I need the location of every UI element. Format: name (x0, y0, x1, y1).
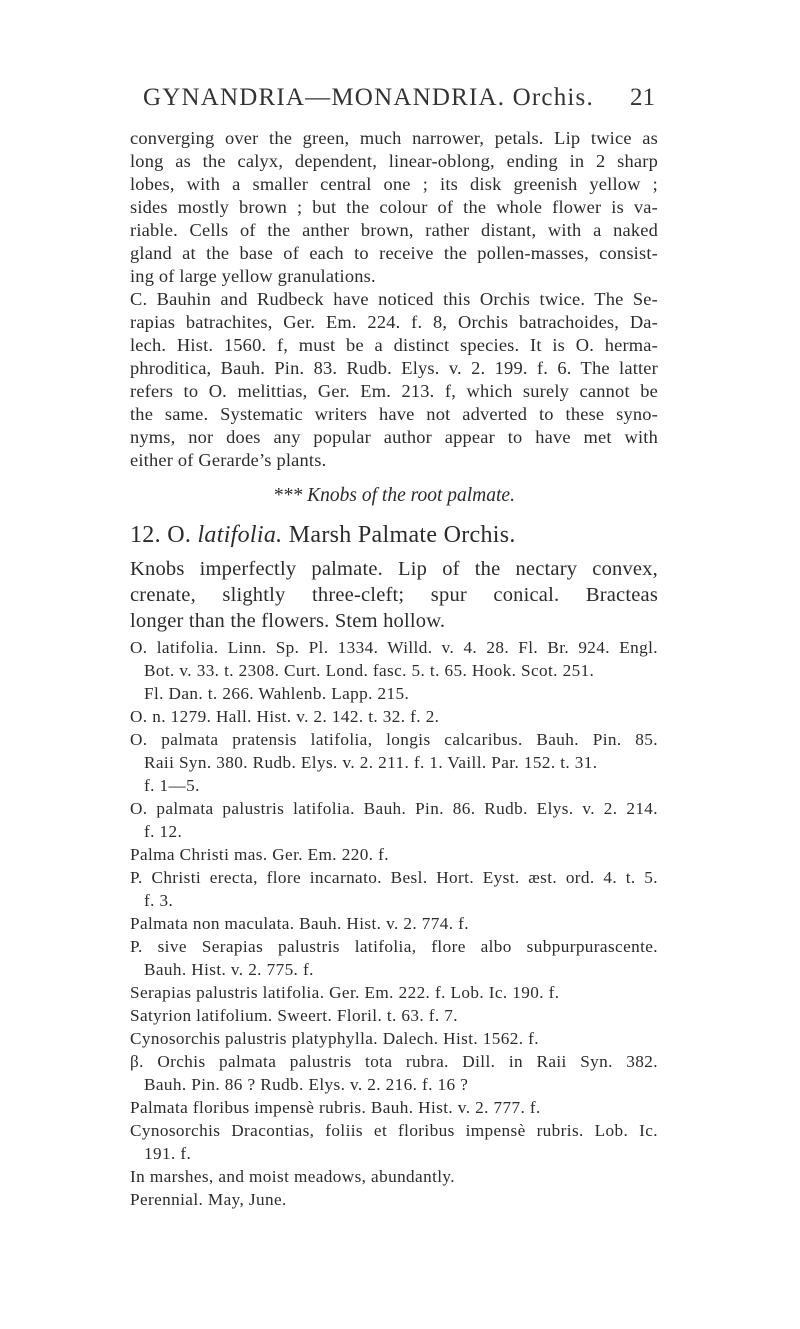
text-line: converging over the green, much narrower, petals. Lip twice as (130, 128, 658, 148)
synonym-line: O. latifolia. Linn. Sp. Pl. 1334. Willd. v. 4. 28. Fl. Br. 924. Engl. (130, 638, 658, 657)
text-line: either of Gerarde’s plants. (130, 450, 327, 470)
text-line: ing of large yellow granulations. (130, 266, 376, 286)
synonym-line: In marshes, and moist meadows, abundantly. (130, 1167, 455, 1186)
running-head (143, 84, 655, 112)
synonym-line: f. 3. (144, 891, 174, 910)
synonym-line: f. 12. (144, 822, 183, 841)
species-common-name: Marsh Palmate Orchis. (288, 522, 516, 548)
text-line: long as the calyx, dependent, linear-oblong, ending in 2 sharp (130, 151, 658, 171)
synonym-line: Cynosorchis palustris platyphylla. Dalech. Hist. 1562. f. (130, 1029, 539, 1048)
synonym-line: Palma Christi mas. Ger. Em. 220. f. (130, 845, 389, 864)
species-title (130, 518, 658, 552)
synonym-line: Raii Syn. 380. Rudb. Elys. v. 2. 211. f. 1. Vaill. Par. 152. t. 31. (144, 753, 598, 772)
synonym-line: Cynosorchis Dracontias, foliis et floribus impensè rubris. Lob. Ic. (130, 1121, 658, 1140)
synonym-line: Fl. Dan. t. 266. Wahlenb. Lapp. 215. (144, 684, 410, 703)
text-block (130, 127, 658, 1211)
synonym-line: Bauh. Hist. v. 2. 775. f. (144, 960, 314, 979)
species-diagnosis (130, 556, 658, 634)
synonym-line: O. n. 1279. Hall. Hist. v. 2. 142. t. 32. f. 2. (130, 707, 440, 726)
synonym-line: Perennial. May, June. (130, 1190, 287, 1209)
text-line: riable. Cells of the anther brown, rather distant, with a naked (130, 220, 658, 240)
text-line: refers to O. melittias, Ger. Em. 213. f, which surely cannot be (130, 381, 658, 401)
text-line: sides mostly brown ; but the colour of the whole flower is va- (130, 197, 658, 217)
synonym-line: Serapias palustris latifolia. Ger. Em. 222. f. Lob. Ic. 190. f. (130, 983, 560, 1002)
diagnosis-line: Knobs imperfectly palmate. Lip of the nectary convex, (130, 558, 658, 580)
synonym-line: P. sive Serapias palustris latifolia, flore albo subpurpurascente. (130, 937, 658, 956)
text-line: phroditica, Bauh. Pin. 83. Rudb. Elys. v. 2. 199. f. 6. The latter (130, 358, 658, 378)
species-name: latifolia. (197, 522, 283, 548)
synonym-line: O. palmata palustris latifolia. Bauh. Pin. 86. Rudb. Elys. v. 2. 214. (130, 799, 658, 818)
description-paragraphs (130, 127, 658, 472)
synonym-line: Palmata floribus impensè rubris. Bauh. Hist. v. 2. 777. f. (130, 1098, 541, 1117)
synonym-line: β. Orchis palmata palustris tota rubra. Dill. in Raii Syn. 382. (130, 1052, 658, 1071)
section-heading: *** Knobs of the root palmate. (273, 485, 515, 506)
text-line: nyms, nor does any popular author appear to have met with (130, 427, 658, 447)
page-number: 21 (630, 84, 655, 111)
synonym-line: Satyrion latifolium. Sweert. Floril. t. 63. f. 7. (130, 1006, 458, 1025)
synonym-line: Palmata non maculata. Bauh. Hist. v. 2. 774. f. (130, 914, 469, 933)
synonym-line: Bot. v. 33. t. 2308. Curt. Lond. fasc. 5. t. 65. Hook. Scot. 251. (144, 661, 595, 680)
text-line: the same. Systematic writers have not adverted to these syno- (130, 404, 658, 424)
synonymy-list (130, 636, 658, 1211)
synonym-line: 191. f. (144, 1144, 192, 1163)
text-line: gland at the base of each to receive the pollen-masses, consist- (130, 243, 658, 263)
text-line: C. Bauhin and Rudbeck have noticed this Orchis twice. The Se- (130, 289, 658, 309)
synonym-line: Bauh. Pin. 86 ? Rudb. Elys. v. 2. 216. f. 16 ? (144, 1075, 469, 1094)
synonym-line: f. 1—5. (144, 776, 200, 795)
running-head-title: GYNANDRIA—MONANDRIA. Orchis. (143, 84, 594, 111)
synonym-line: P. Christi erecta, flore incarnato. Besl. Hort. Eyst. æst. ord. 4. t. 5. (130, 868, 658, 887)
text-line: rapias batrachites, Ger. Em. 224. f. 8, Orchis batrachoides, Da- (130, 312, 658, 332)
diagnosis-line: crenate, slightly three-cleft; spur conical. Bracteas (130, 584, 658, 606)
synonym-line: O. palmata pratensis latifolia, longis calcaribus. Bauh. Pin. 85. (130, 730, 658, 749)
text-line: lech. Hist. 1560. f, must be a distinct species. It is O. herma- (130, 335, 658, 355)
text-line: lobes, with a smaller central one ; its disk greenish yellow ; (130, 174, 658, 194)
diagnosis-line: longer than the flowers. Stem hollow. (130, 610, 446, 632)
species-number: 12. O. (130, 522, 192, 548)
